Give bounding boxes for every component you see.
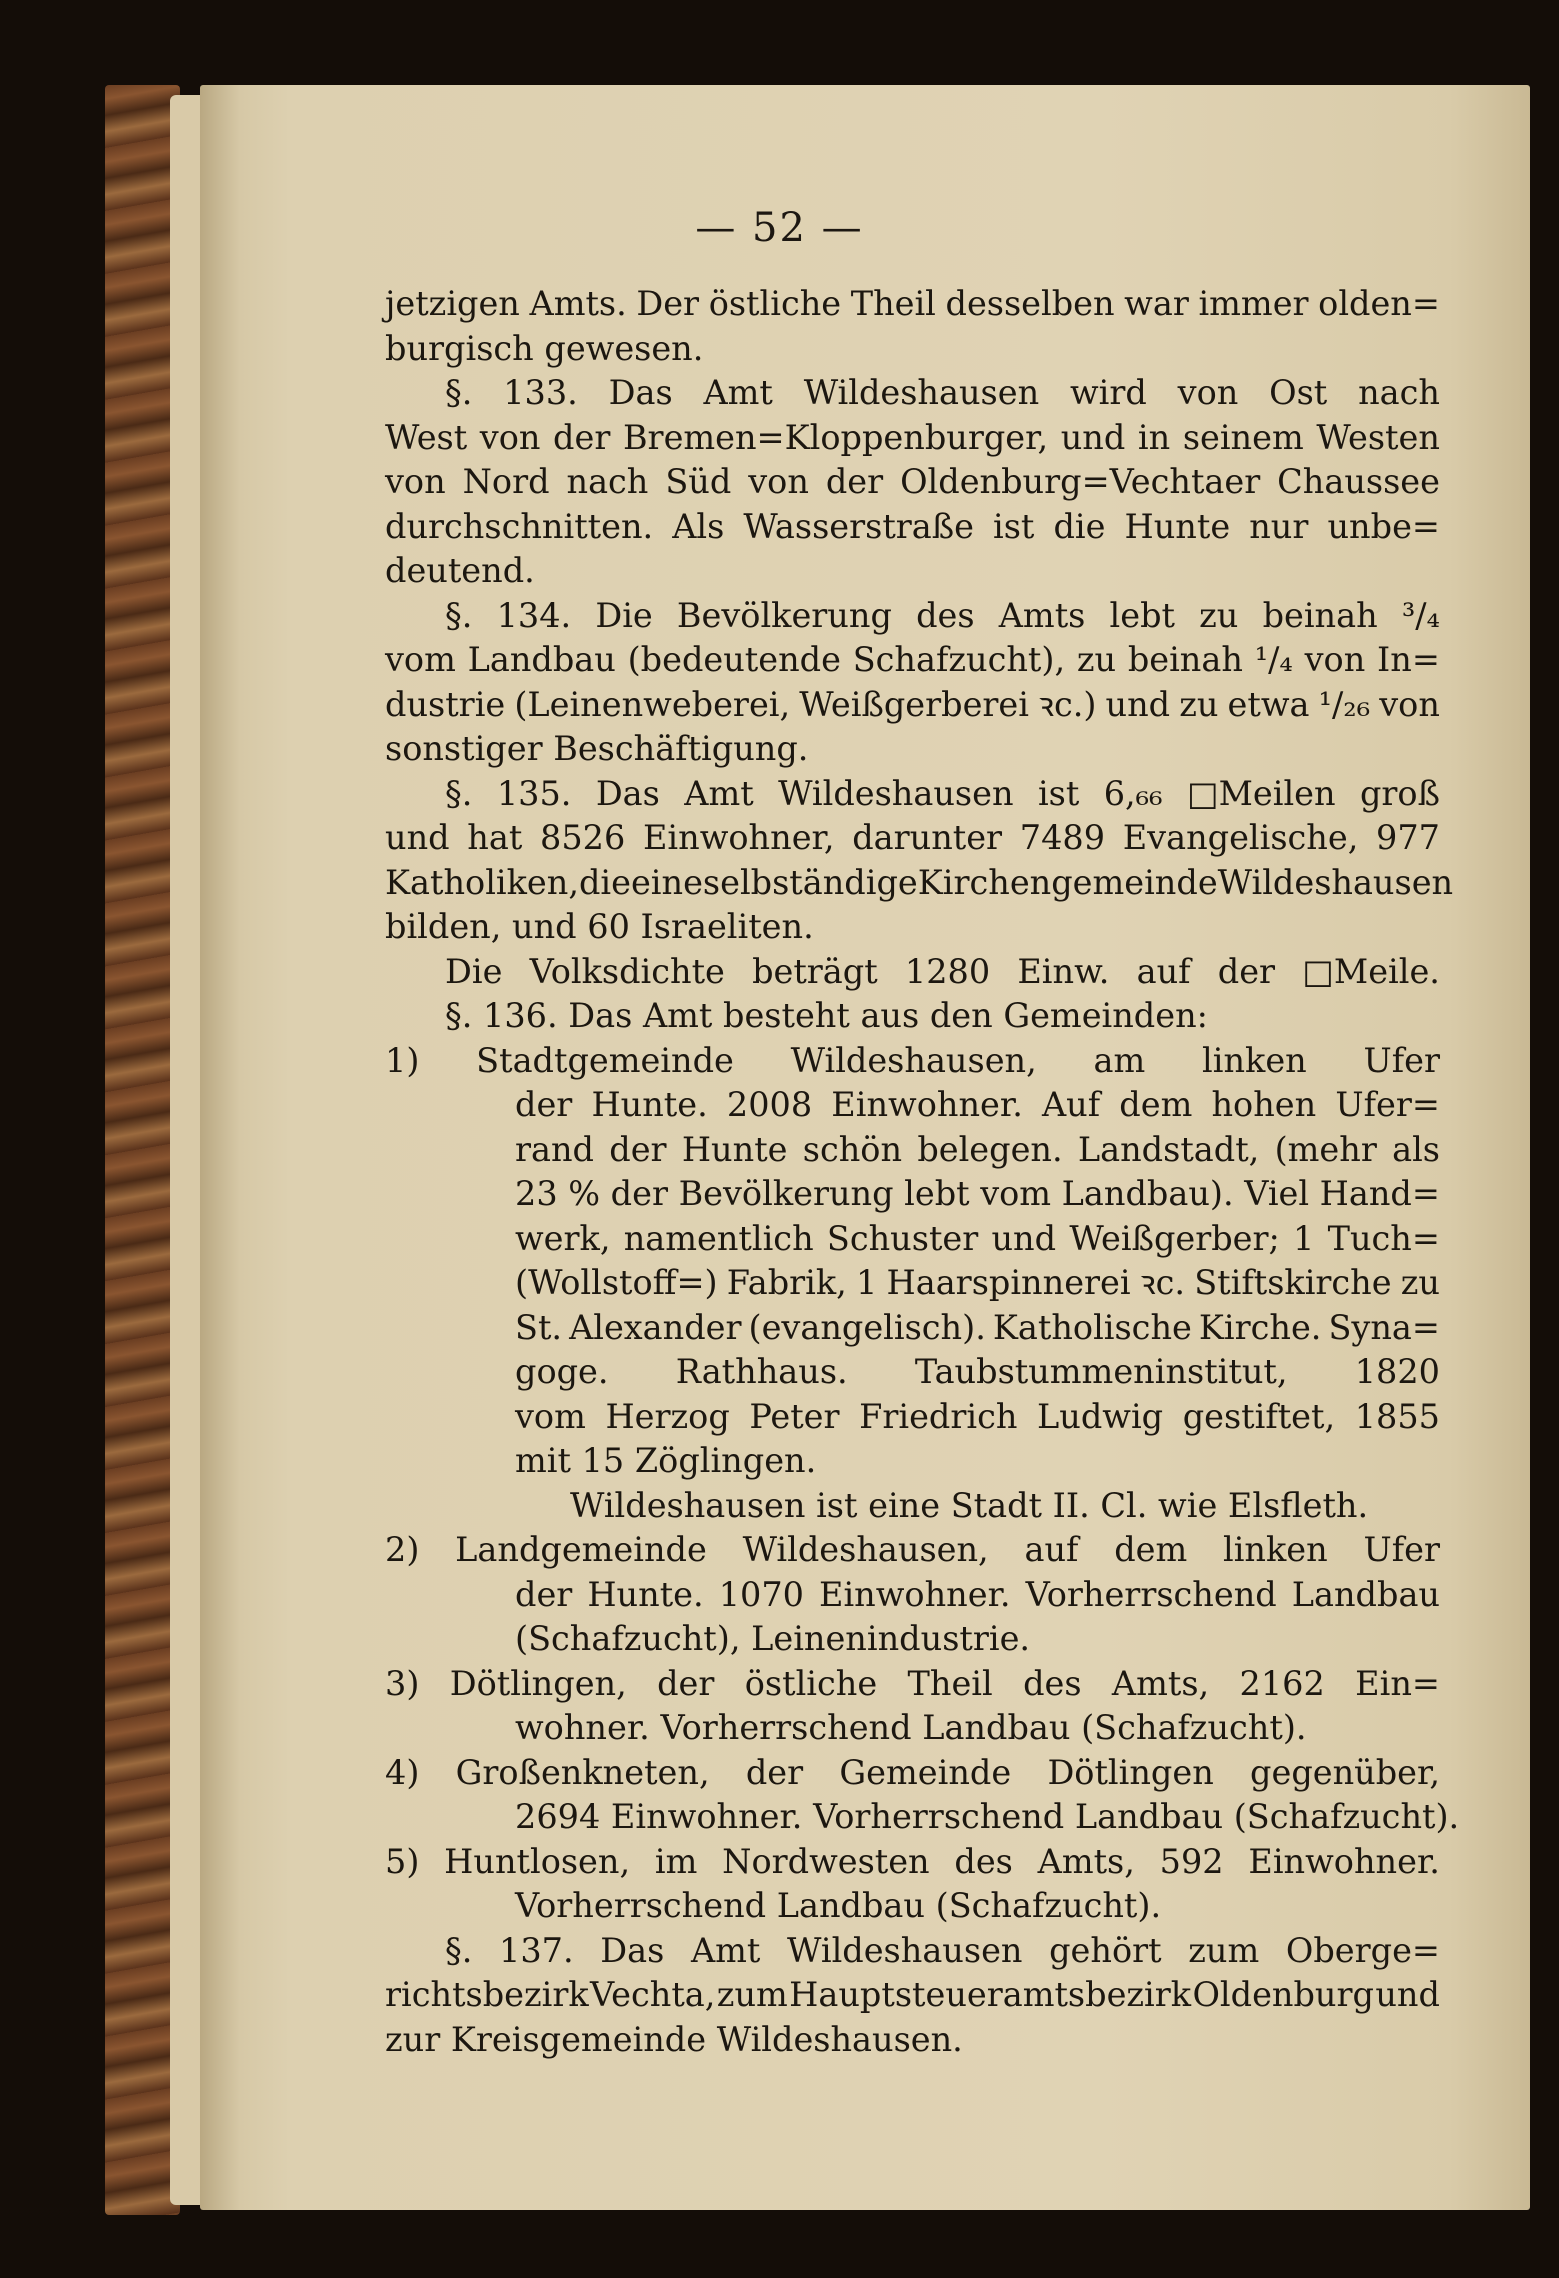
- text-line: 1) Stadtgemeinde Wildeshausen, am linken Ufer: [385, 1040, 1440, 1080]
- text-line: sonstiger Beschäftigung.: [385, 729, 809, 768]
- text-line: dustrie (Leinenweberei, Weißgerberei ꝛc.) und zu etwa ¹/₂₆ von: [385, 684, 1440, 724]
- text-line: §. 134. Die Bevölkerung des Amts lebt zu beinah ³/₄: [445, 595, 1440, 635]
- text-line: vom Herzog Peter Friedrich Ludwig gestiftet, 1855: [515, 1396, 1440, 1436]
- text-line: der Hunte. 1070 Einwohner. Vorherrschend Landbau: [515, 1574, 1440, 1614]
- text-line: 5) Huntlosen, im Nordwesten des Amts, 592 Einwohner.: [385, 1841, 1440, 1881]
- text-line: §. 135. Das Amt Wildeshausen ist 6,₆₆ □Meilen groß: [445, 773, 1440, 813]
- text-line: St. Alexander (evangelisch). Katholische Kirche. Syna=: [515, 1307, 1440, 1347]
- text-line: deutend.: [385, 551, 535, 590]
- text-line: von Nord nach Süd von der Oldenburg=Vechtaer Chaussee: [385, 462, 1440, 501]
- text-line: goge. Rathhaus. Taubstummeninstitut, 1820: [515, 1352, 1440, 1391]
- text-line: §. 133. Das Amt Wildeshausen wird von Ost nach: [445, 373, 1440, 412]
- text-line: zur Kreisgemeinde Wildeshausen.: [385, 2019, 963, 2059]
- text-line: und hat 8526 Einwohner, darunter 7489 Evangelische, 977: [385, 818, 1440, 857]
- text-line: rand der Hunte schön belegen. Landstadt, (mehr als: [515, 1129, 1440, 1169]
- text-line: §. 137. Das Amt Wildeshausen gehört zum Oberge=: [445, 1930, 1440, 1970]
- text-line: bilden, und 60 Israeliten.: [385, 907, 814, 946]
- text-line: (Schafzucht), Leinenindustrie.: [515, 1619, 1031, 1658]
- page-text: [385, 282, 1460, 2062]
- text-line: 2694 Einwohner. Vorherrschend Landbau (Schafzucht).: [515, 1797, 1460, 1836]
- text-line: richtsbezirk Vechta, zum Hauptsteueramtsbezirk Oldenburg und: [385, 1975, 1440, 2014]
- text-line: 3) Dötlingen, der östliche Theil des Amts, 2162 Ein=: [385, 1663, 1440, 1703]
- text-line: West von der Bremen=Kloppenburger, und in seinem Westen: [385, 417, 1440, 457]
- text-line: Vorherrschend Landbau (Schafzucht).: [515, 1886, 1162, 1925]
- page-number: — 52 —: [695, 205, 864, 251]
- text-line: §. 136. Das Amt besteht aus den Gemeinden:: [445, 996, 1208, 1035]
- text-line: Katholiken, die eine selbständige Kirchengemeinde Wildeshausen: [385, 862, 1454, 902]
- text-line: burgisch gewesen.: [385, 328, 704, 368]
- text-line: jetzigen Amts. Der östliche Theil desselben war immer olden=: [385, 284, 1440, 323]
- text-line: 23 % der Bevölkerung lebt vom Landbau). Viel Hand=: [515, 1174, 1440, 1213]
- text-line: 4) Großenkneten, der Gemeinde Dötlingen gegenüber,: [385, 1752, 1440, 1792]
- text-line: werk, namentlich Schuster und Weißgerber; 1 Tuch=: [515, 1218, 1440, 1258]
- text-line: mit 15 Zöglingen.: [515, 1441, 817, 1480]
- text-line: wohner. Vorherrschend Landbau (Schafzucht).: [515, 1708, 1307, 1747]
- text-line: Wildeshausen ist eine Stadt II. Cl. wie Elsfleth.: [570, 1485, 1369, 1525]
- text-line: Die Volksdichte beträgt 1280 Einw. auf der □Meile.: [445, 951, 1440, 991]
- text-line: der Hunte. 2008 Einwohner. Auf dem hohen Ufer=: [515, 1085, 1440, 1124]
- text-line: durchschnitten. Als Wasserstraße ist die Hunte nur unbe=: [385, 506, 1440, 546]
- text-line: (Wollstoff=) Fabrik, 1 Haarspinnerei ꝛc. Stiftskirche zu: [515, 1263, 1440, 1302]
- marbled-cover-edge: [105, 85, 180, 2215]
- text-line: vom Landbau (bedeutende Schafzucht), zu beinah ¹/₄ von In=: [385, 640, 1440, 679]
- text-line: 2) Landgemeinde Wildeshausen, auf dem linken Ufer: [385, 1530, 1440, 1569]
